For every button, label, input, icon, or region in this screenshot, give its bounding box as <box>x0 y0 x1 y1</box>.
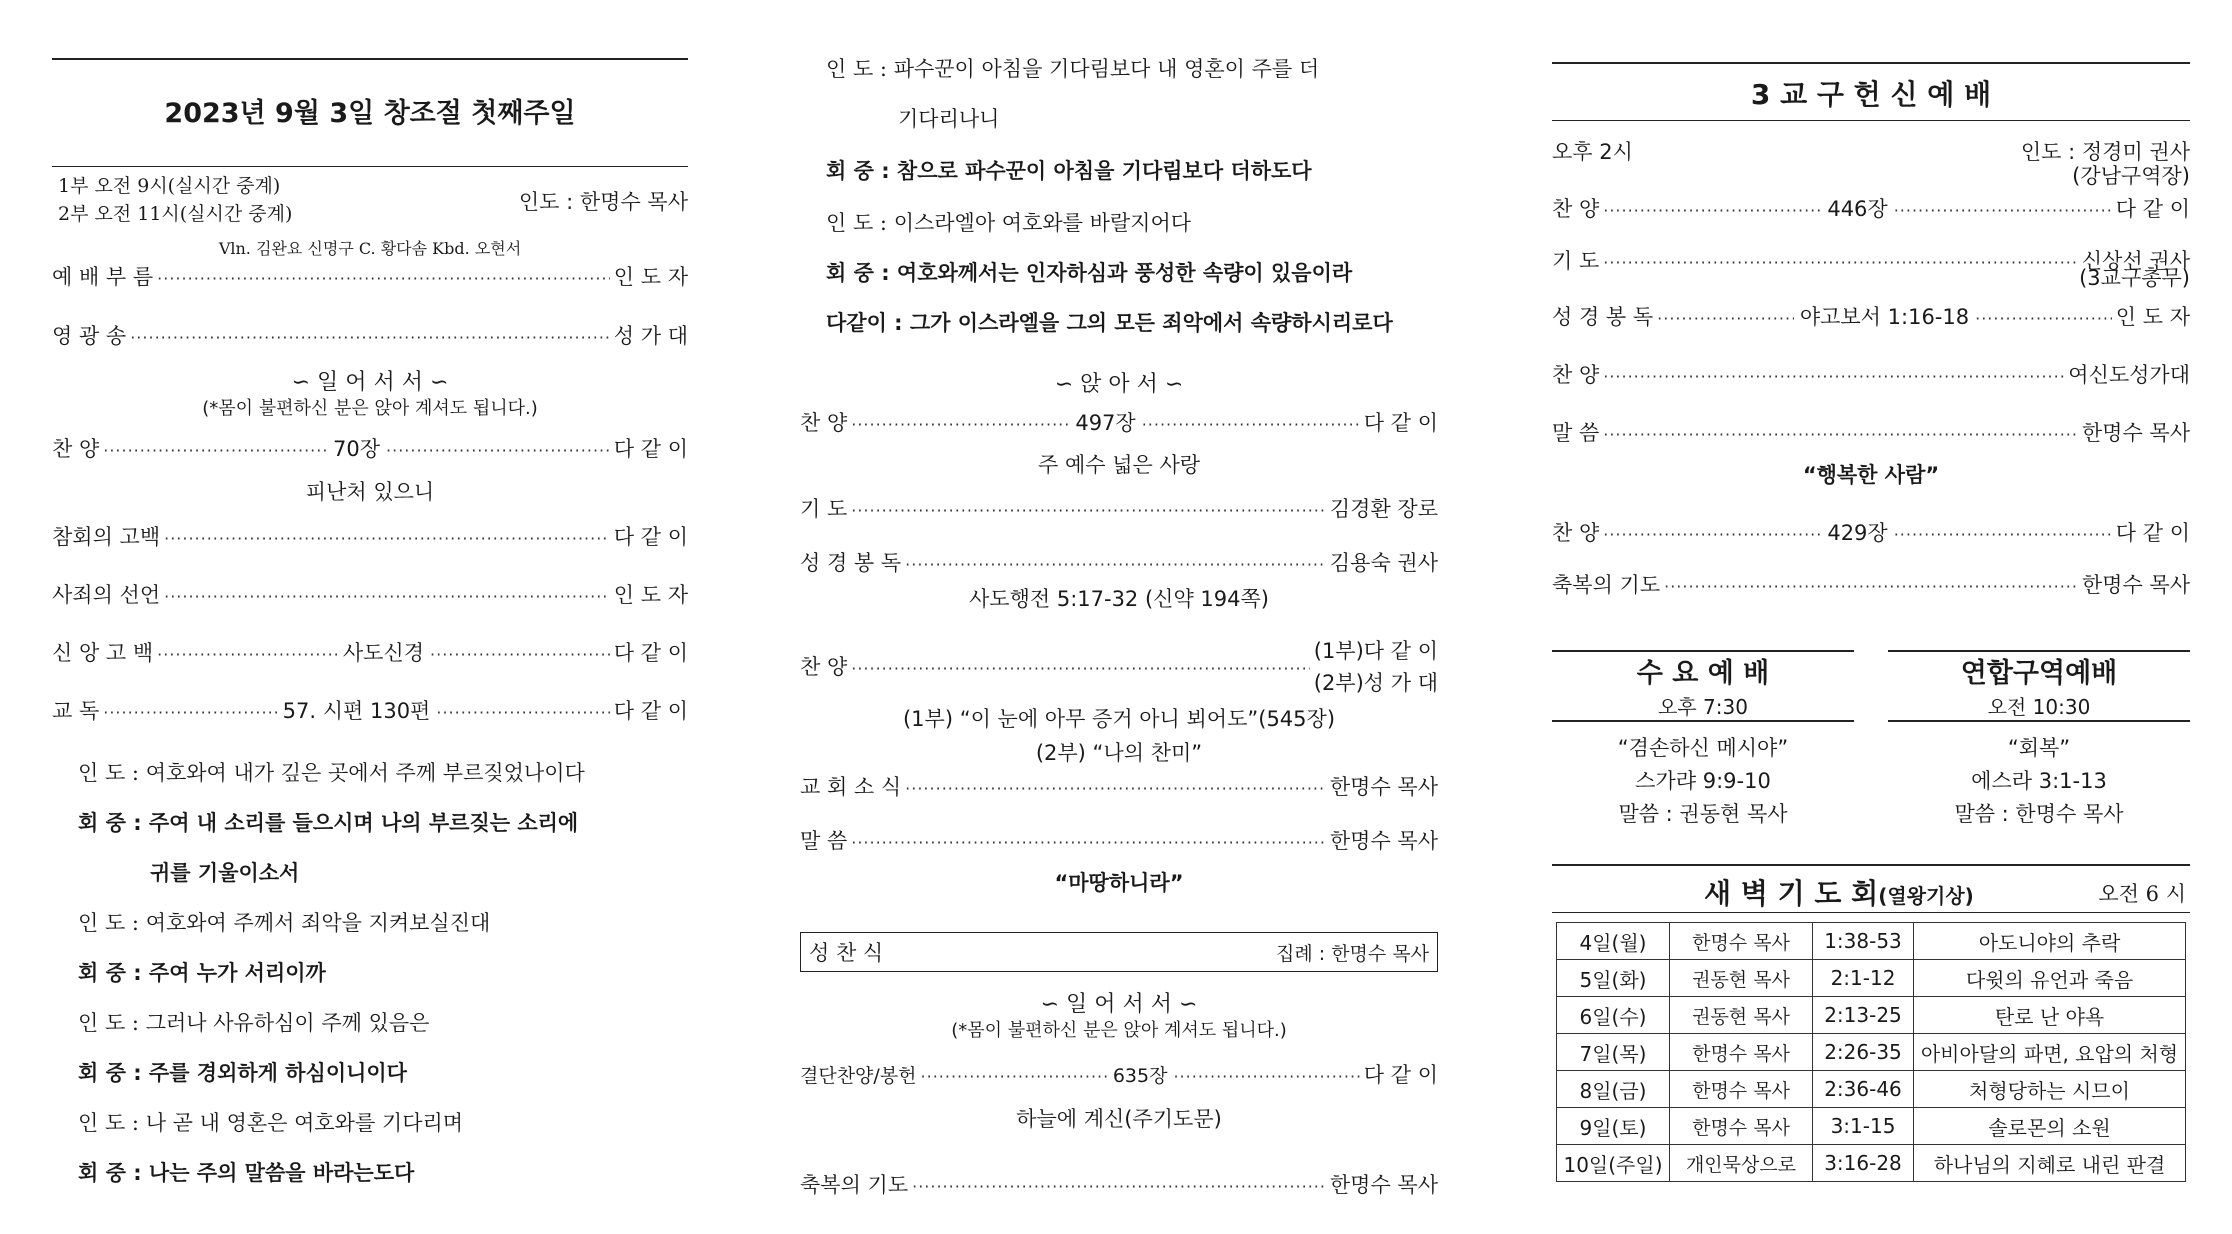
responsive-line <box>898 104 1438 134</box>
line-text: 주여 내 소리를 들으시며 나의 부르짖는 소리에 <box>148 811 579 835</box>
item-person: 한명수 목사 <box>2081 573 2190 597</box>
item-person: 다 같 이 <box>2115 197 2190 221</box>
cell-preacher: 한명수 목사 <box>1670 1071 1813 1108</box>
cell-preacher: 한명수 목사 <box>1670 1108 1813 1145</box>
item-person: 한명수 목사 <box>2081 421 2190 445</box>
item-person: 다 같 이 <box>613 641 688 665</box>
item-person: 다 같 이 <box>1363 1063 1438 1087</box>
order-item-creed <box>52 638 688 670</box>
responsive-line <box>78 808 688 838</box>
speaker: 인 도 : <box>78 1011 139 1035</box>
order-item-prayer <box>800 494 1438 526</box>
creed-name: 사도신경 <box>342 641 425 665</box>
dedication-item-hymn <box>1552 194 2190 226</box>
responsive-line <box>78 958 688 988</box>
dedication-leader-role: (강남구역장) <box>2072 164 2190 188</box>
item-label: 교 독 <box>52 699 100 723</box>
dedication-time: 오후 2시 <box>1552 140 1633 164</box>
cell-date: 9일(토) <box>1557 1108 1670 1145</box>
line-text: 귀를 기울이소서 <box>150 861 300 885</box>
order-item-offering <box>800 1060 1438 1092</box>
dedication-sermon-title: “행복한 사람” <box>1802 463 1940 487</box>
anthem-title-1: (1부) “이 눈에 아무 증거 아니 뵈어도”(545장) <box>902 707 1336 731</box>
prayer-role: (3교구총무) <box>2079 266 2190 290</box>
stand-marker: ∽ 일 어 서 서 ∽ <box>291 370 449 395</box>
hymn-number: 429장 <box>1827 521 1888 545</box>
table-row <box>1557 1108 2186 1145</box>
item-label: 기 도 <box>800 497 848 521</box>
cell-theme: 아도니야의 추락 <box>1914 923 2186 960</box>
line-text: 여호와께서는 인자하심과 풍성한 속량이 있음이라 <box>896 261 1353 285</box>
table-row <box>1557 1145 2186 1182</box>
speaker: 회 중 : <box>78 1161 142 1185</box>
dedication-item-benediction <box>1552 570 2190 602</box>
speaker: 회 중 : <box>826 261 890 285</box>
responsive-line <box>826 258 1438 288</box>
cell-date: 4일(월) <box>1557 923 1670 960</box>
item-label: 사죄의 선언 <box>52 583 161 607</box>
service-leader: 인도 : 한명수 목사 <box>518 190 688 214</box>
order-item-hymn <box>800 408 1438 440</box>
hymn-number: 446장 <box>1827 197 1888 221</box>
divider <box>1552 912 2190 913</box>
communion-label: 성 찬 식 <box>809 941 884 965</box>
responsive-line <box>826 54 1438 84</box>
line-text: 그러나 사유하심이 주께 있음은 <box>145 1011 430 1035</box>
item-person: 성 가 대 <box>613 324 688 348</box>
order-item-benediction <box>800 1170 1438 1202</box>
union-title: 연합구역예배 <box>1960 658 2118 689</box>
item-label: 찬 양 <box>1552 197 1600 221</box>
hymn-number: 635장 <box>1112 1065 1168 1087</box>
table-row <box>1557 1034 2186 1071</box>
communion-box <box>800 932 1438 972</box>
cell-theme: 다윗의 유언과 죽음 <box>1914 960 2186 997</box>
item-label: 성 경 봉 독 <box>800 551 902 575</box>
cell-theme: 탄로 난 야욕 <box>1914 997 2186 1034</box>
cell-theme: 처형당하는 시므이 <box>1914 1071 2186 1108</box>
dawn-prayer-title: 새 벽 기 도 회(열왕기상) <box>1704 877 1974 910</box>
item-person: 한명수 목사 <box>1329 775 1438 799</box>
line-text: 파수꾼이 아침을 기다림보다 내 영혼이 주를 더 <box>893 57 1320 81</box>
service-2-time: 2부 오전 11시(실시간 중계) <box>58 203 293 225</box>
wednesday-scripture: 스가랴 9:9-10 <box>1635 769 1771 793</box>
divider <box>1552 120 2190 121</box>
speaker: 인 도 : <box>78 911 139 935</box>
communion-leader: 집례 : 한명수 목사 <box>1276 943 1429 965</box>
cell-verses: 3:1-15 <box>1813 1108 1914 1145</box>
item-label: 성 경 봉 독 <box>1552 305 1654 329</box>
item-label: 축복의 기도 <box>800 1173 909 1197</box>
union-preacher: 말씀 : 한명수 목사 <box>1954 802 2124 826</box>
cell-verses: 2:1-12 <box>1813 960 1914 997</box>
page-title: 2023년 9월 3일 창조절 첫째주일 <box>164 98 576 129</box>
responsive-line <box>150 858 688 888</box>
cell-preacher: 권동현 목사 <box>1670 960 1813 997</box>
union-scripture: 에스라 3:1-13 <box>1971 769 2107 793</box>
line-text: 이스라엘아 여호와를 바랄지어다 <box>893 211 1192 235</box>
item-person: 한명수 목사 <box>1329 829 1438 853</box>
hymn-number: 70장 <box>333 437 381 461</box>
responsive-line <box>826 156 1438 186</box>
speaker: 회 중 : <box>78 1061 142 1085</box>
wednesday-time: 오후 7:30 <box>1658 695 1748 719</box>
speaker: 회 중 : <box>78 811 142 835</box>
order-item-gloria <box>52 321 688 353</box>
responsive-line <box>78 1008 688 1038</box>
dedication-leader: 인도 : 정경미 권사 <box>2020 140 2190 164</box>
speaker: 회 중 : <box>826 159 890 183</box>
item-label: 찬 양 <box>1552 521 1600 545</box>
table-row <box>1557 923 2186 960</box>
cell-preacher: 한명수 목사 <box>1670 923 1813 960</box>
item-person: 다 같 이 <box>2115 521 2190 545</box>
item-label: 교 회 소 식 <box>800 775 902 799</box>
item-label: 영 광 송 <box>52 324 127 348</box>
scripture-reference: 사도행전 5:17-32 (신약 194쪽) <box>969 587 1269 611</box>
cell-preacher: 한명수 목사 <box>1670 1034 1813 1071</box>
item-label: 말 씀 <box>800 829 848 853</box>
item-person: 다 같 이 <box>613 699 688 723</box>
musicians: Vln. 김완요 신명구 C. 황다솜 Kbd. 오현서 <box>218 239 522 258</box>
responsive-line <box>78 1158 688 1188</box>
order-item-announcements <box>800 772 1438 804</box>
wednesday-service <box>1552 650 1854 831</box>
divider <box>52 166 688 167</box>
cell-verses: 3:16-28 <box>1813 1145 1914 1182</box>
divider <box>1552 864 2190 866</box>
column-other-services <box>1552 0 2190 1234</box>
item-label: 예 배 부 름 <box>52 265 154 289</box>
stand-note: (*몸이 불편하신 분은 앉아 계셔도 됩니다.) <box>951 1020 1287 1041</box>
item-label: 기 도 <box>1552 249 1600 273</box>
line-text: 기다리나니 <box>898 107 1000 131</box>
item-person: 여신도성가대 <box>2068 363 2190 387</box>
line-text: 여호와여 주께서 죄악을 지켜보실진대 <box>145 911 491 935</box>
cell-date: 10일(주일) <box>1557 1145 1670 1182</box>
service-times <box>58 172 292 228</box>
order-item-confession <box>52 522 688 554</box>
item-label: 참회의 고백 <box>52 525 161 549</box>
speaker: 인 도 : <box>826 211 887 235</box>
hymn-title: 주 예수 넓은 사랑 <box>1037 453 1201 477</box>
union-district-service <box>1888 650 2190 831</box>
item-label: 결단찬양/봉헌 <box>800 1065 917 1087</box>
line-text: 여호와여 내가 깊은 곳에서 주께 부르짖었나이다 <box>145 761 585 785</box>
anthem-title-2: (2부) “나의 찬미” <box>1035 741 1203 765</box>
table-row <box>1557 997 2186 1034</box>
item-person: 다 같 이 <box>613 437 688 461</box>
item-label: 찬 양 <box>800 655 848 679</box>
cell-preacher: 개인묵상으로 <box>1670 1145 1813 1182</box>
cell-date: 8일(금) <box>1557 1071 1670 1108</box>
dawn-prayer-book: (열왕기상) <box>1878 884 1974 908</box>
dedication-item-sermon <box>1552 418 2190 450</box>
stand-note: (*몸이 불편하신 분은 앉아 계셔도 됩니다.) <box>202 398 538 419</box>
item-person: 인 도 자 <box>2115 305 2190 329</box>
line-text: 그가 이스라엘을 그의 모든 죄악에서 속량하시리로다 <box>909 311 1393 335</box>
responsive-line <box>78 908 688 938</box>
cell-date: 6일(수) <box>1557 997 1670 1034</box>
item-person: 다 같 이 <box>1363 411 1438 435</box>
table-row <box>1557 960 2186 997</box>
item-person: 인 도 자 <box>613 583 688 607</box>
item-label: 찬 양 <box>52 437 100 461</box>
reading-ref: 57. 시편 130편 <box>282 699 431 723</box>
item-person: 김경환 장로 <box>1329 497 1438 521</box>
speaker: 회 중 : <box>78 961 142 985</box>
item-label: 말 씀 <box>1552 421 1600 445</box>
service-2-performer: (2부)성 가 대 <box>1313 671 1438 695</box>
cell-verses: 2:36-46 <box>1813 1071 1914 1108</box>
column-main-service-continued <box>800 0 1438 1234</box>
responsive-line <box>78 758 688 788</box>
cell-theme: 하나님의 지혜로 내린 판결 <box>1914 1145 2186 1182</box>
dedication-item-hymn-2 <box>1552 518 2190 550</box>
hymn-title: 피난처 있으니 <box>305 480 435 504</box>
union-sermon-title: “회복” <box>2007 736 2071 760</box>
sermon-title: “마땅하니라” <box>1054 871 1184 895</box>
responsive-line <box>78 1058 688 1088</box>
dawn-prayer-time: 오전 6 시 <box>2098 882 2186 906</box>
responsive-line <box>826 308 1438 338</box>
responsive-line <box>78 1108 688 1138</box>
wednesday-title: 수 요 예 배 <box>1636 658 1770 689</box>
dawn-prayer-header <box>1552 872 2190 912</box>
order-item-sermon <box>800 826 1438 858</box>
stand-marker: ∽ 일 어 서 서 ∽ <box>1040 992 1198 1017</box>
sit-marker: ∽ 앉 아 서 ∽ <box>1054 372 1184 397</box>
cell-verses: 2:26-35 <box>1813 1034 1914 1071</box>
item-person: 인 도 자 <box>613 265 688 289</box>
cell-theme: 아비아달의 파면, 요압의 처형 <box>1914 1034 2186 1071</box>
order-item-responsive-reading <box>52 696 688 728</box>
dawn-prayer-schedule <box>1556 922 2186 1182</box>
order-item-hymn <box>52 434 688 466</box>
item-label: 신 앙 고 백 <box>52 641 154 665</box>
cell-preacher: 권동현 목사 <box>1670 997 1813 1034</box>
cell-date: 7일(목) <box>1557 1034 1670 1071</box>
wednesday-sermon-title: “겸손하신 메시야” <box>1617 736 1789 760</box>
order-item-call-to-worship <box>52 262 688 294</box>
divider <box>52 58 688 60</box>
speaker: 다같이 : <box>826 311 903 335</box>
responsive-line <box>826 208 1438 238</box>
speaker: 인 도 : <box>78 761 139 785</box>
item-person: 김용숙 권사 <box>1329 551 1438 575</box>
cell-theme: 솔로몬의 소원 <box>1914 1108 2186 1145</box>
item-person: 신상선 권사 <box>2081 249 2190 273</box>
cell-verses: 1:38-53 <box>1813 923 1914 960</box>
union-time: 오전 10:30 <box>1987 695 2091 719</box>
cell-verses: 2:13-25 <box>1813 997 1914 1034</box>
dedication-item-anthem <box>1552 360 2190 392</box>
dedication-service-title: 3 교 구 헌 신 예 배 <box>1750 78 1992 111</box>
item-label: 찬 양 <box>800 411 848 435</box>
line-text: 참으로 파수꾼이 아침을 기다림보다 더하도다 <box>896 159 1312 183</box>
dedication-item-scripture <box>1552 302 2190 334</box>
order-item-scripture <box>800 548 1438 580</box>
divider <box>1552 62 2190 64</box>
line-text: 나는 주의 말씀을 바라는도다 <box>148 1161 415 1185</box>
offering-hymn-title: 하늘에 계신(주기도문) <box>1016 1107 1222 1131</box>
line-text: 주를 경외하게 하심이니이다 <box>148 1061 407 1085</box>
item-label: 찬 양 <box>1552 363 1600 387</box>
line-text: 나 곧 내 영혼은 여호와를 기다리며 <box>145 1111 464 1135</box>
order-item-absolution <box>52 580 688 612</box>
column-main-service <box>52 0 688 1234</box>
scripture-reference: 야고보서 1:16-18 <box>1799 305 1970 329</box>
service-1-performer: (1부)다 같 이 <box>1313 639 1438 663</box>
line-text: 주여 누가 서리이까 <box>148 961 326 985</box>
hymn-number: 497장 <box>1075 411 1136 435</box>
item-person: 다 같 이 <box>613 525 688 549</box>
table-row <box>1557 1071 2186 1108</box>
item-label: 축복의 기도 <box>1552 573 1661 597</box>
service-1-time: 1부 오전 9시(실시간 중계) <box>58 175 281 197</box>
speaker: 인 도 : <box>826 57 887 81</box>
cell-date: 5일(화) <box>1557 960 1670 997</box>
speaker: 인 도 : <box>78 1111 139 1135</box>
item-person: 한명수 목사 <box>1329 1173 1438 1197</box>
wednesday-preacher: 말씀 : 권동현 목사 <box>1618 802 1788 826</box>
